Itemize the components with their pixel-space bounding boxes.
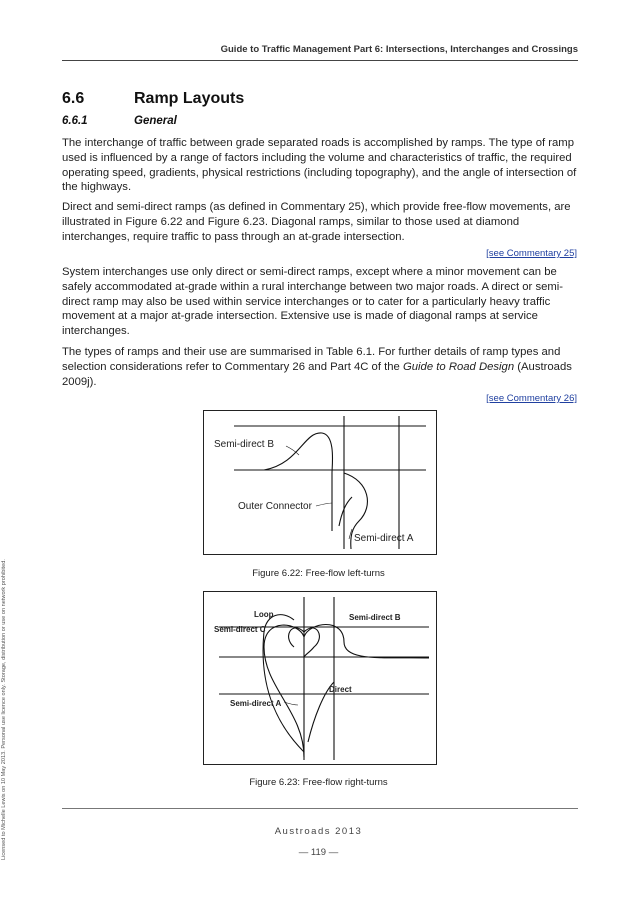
semi-direct-a-label: Semi-direct A: [354, 533, 414, 544]
commentary-26-link[interactable]: [see Commentary 26]: [486, 393, 577, 404]
semi-direct-b-label-2: Semi-direct B: [349, 613, 401, 622]
paragraph-4-text-b: (Austroads 2009j).: [62, 360, 572, 388]
figure-6-22: [203, 410, 437, 555]
loop-label: Loop: [254, 610, 274, 619]
paragraph-4: [62, 345, 578, 389]
licence-side-note: Licensed to Michelle Lewis on 10 May 2013. Personal use licence only. Storage, distribution or use on network prohibited.: [1, 559, 7, 860]
section-heading: [62, 90, 244, 108]
semi-direct-b-label: Semi-direct B: [214, 439, 275, 450]
semi-direct-a-ramp: [339, 497, 352, 526]
subsection-number: 6.6.1: [62, 115, 88, 127]
footer-rule: [62, 808, 578, 809]
figure-6-23-caption: Figure 6.23: Free-flow right-turns: [249, 777, 388, 788]
running-header: Guide to Traffic Management Part 6: Intersections, Interchanges and Crossings: [220, 44, 578, 55]
guide-to-road-design-title: Guide to Road Design: [402, 360, 515, 373]
paragraph-4-text-a: The types of ramps and their use are summarised in Table 6.1. For further details of ramp types and selection considerations refer to Commentary 26 and Part 4C of the: [62, 346, 561, 373]
semi-direct-c-label: Semi-direct C: [214, 625, 266, 634]
direct-label: Direct: [329, 685, 352, 694]
figure-6-23: [203, 591, 437, 765]
figure-6-22-caption: Figure 6.22: Free-flow left-turns: [252, 568, 385, 579]
page-number: — 119 —: [298, 847, 339, 858]
footer-organisation: Austroads 2013: [274, 826, 363, 837]
subsection-heading: [62, 115, 177, 127]
section-number: 6.6: [62, 90, 85, 107]
subsection-title: General: [134, 115, 177, 127]
free-flow-right-turns-diagram: [204, 592, 436, 764]
paragraph-2: Direct and semi-direct ramps (as defined in Commentary 25), which provide free-flow movements, are illustrated in Figure 6.22 and Figure 6.23. Diagonal ramps, similar to those used at diamond interchanges, require traffic to pass through an at-grade intersection.: [62, 201, 571, 243]
semi-direct-c-ramp: [263, 615, 304, 752]
header-rule: [62, 60, 578, 61]
paragraph-1: The interchange of traffic between grade separated roads is accomplished by ramps. The type of ramp used is influenced by a range of factors including the volume and characteristics of traffic, the required operating speed, gradients, physical restrictions (including topography), and the angle of intersection of the highways.: [62, 137, 577, 194]
paragraph-3: System interchanges use only direct or semi-direct ramps, except where a minor movement can be safely accommodated at-grade within a rural interchange between two major roads. A direct or semi-direct ramp may also be used within service interchanges or to cater for a particularly heavy traffic movement at a major at-grade intersection. Extensive use is made of diagonal ramps at service interchanges.: [62, 266, 564, 338]
semi-direct-a-label-2: Semi-direct A: [230, 699, 282, 708]
semi-direct-b-ramp: [264, 433, 333, 531]
free-flow-left-turns-diagram: [204, 411, 436, 554]
outer-connector-label: Outer Connector: [238, 501, 312, 512]
commentary-25-link[interactable]: [see Commentary 25]: [486, 248, 577, 259]
section-title: Ramp Layouts: [134, 90, 245, 107]
